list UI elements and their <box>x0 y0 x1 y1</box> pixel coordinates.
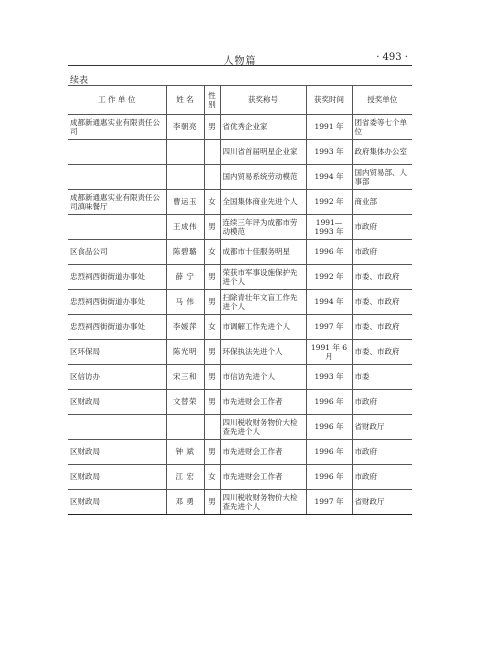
cell-award-date: 1996 年 <box>306 415 352 440</box>
table-row <box>68 465 412 490</box>
page-header-title: 人物篇 <box>223 56 257 67</box>
cell-gender: 女 <box>204 190 220 215</box>
cell-gender: 男 <box>204 290 220 315</box>
cell-gender: 男 <box>204 215 220 240</box>
cell-grantor: 市委、市政府 <box>352 340 412 365</box>
cell-grantor: 市委、市政府 <box>352 315 412 340</box>
cell-award-title: 四川税收财务物价大检查先进个人 <box>220 415 306 440</box>
cell-award-date: 1997 年 <box>306 490 352 515</box>
cell-name: 宋三和 <box>166 365 204 390</box>
cell-name <box>166 140 204 165</box>
cell-award-date: 1996 年 <box>306 240 352 265</box>
table-row <box>68 115 412 140</box>
cell-unit: 区财政局 <box>68 465 166 490</box>
cell-name: 文替荣 <box>166 390 204 415</box>
cell-award-date: 1996 年 <box>306 390 352 415</box>
cell-grantor: 市委、市政府 <box>352 265 412 290</box>
cell-name: 邓 勇 <box>166 490 204 515</box>
cell-award-date: 1991 年 6月 <box>306 340 352 365</box>
cell-unit <box>68 165 166 190</box>
cell-grantor: 市委 <box>352 365 412 390</box>
cell-gender: 男 <box>204 265 220 290</box>
cell-unit: 忠烈祠西街街道办事处 <box>68 290 166 315</box>
page-number: · 493 · <box>376 52 408 63</box>
cell-award-date: 1997 年 <box>306 315 352 340</box>
cell-award-title: 市先进财会工作者 <box>220 440 306 465</box>
cell-unit: 区财政局 <box>68 490 166 515</box>
cell-unit: 区财政局 <box>68 440 166 465</box>
cell-award-title: 市调解工作先进个人 <box>220 315 306 340</box>
table-row <box>68 440 412 465</box>
cell-name: 李朝亮 <box>166 115 204 140</box>
table-row <box>68 490 412 515</box>
cell-name: 江 宏 <box>166 465 204 490</box>
cell-award-date: 1992 年 <box>306 190 352 215</box>
cell-award-title: 市先进财会工作者 <box>220 390 306 415</box>
column-header-grantor: 授奖单位 <box>352 86 412 115</box>
cell-name: 李媛萍 <box>166 315 204 340</box>
column-header-name: 姓 名 <box>166 86 204 115</box>
cell-gender: 女 <box>204 315 220 340</box>
awards-table-body <box>68 115 412 515</box>
cell-award-title: 环保执法先进个人 <box>220 340 306 365</box>
cell-award-title: 四川省首届明星企业家 <box>220 140 306 165</box>
cell-award-title: 扫除青壮年文盲工作先进个人 <box>220 290 306 315</box>
cell-grantor: 国内贸易部、人事部 <box>352 165 412 190</box>
cell-name <box>166 165 204 190</box>
cell-name: 王成伟 <box>166 215 204 240</box>
table-row <box>68 140 412 165</box>
cell-grantor: 市政府 <box>352 215 412 240</box>
cell-gender: 男 <box>204 390 220 415</box>
header-rule <box>68 65 412 66</box>
cell-gender: 男 <box>204 115 220 140</box>
cell-award-date: 1991—1993 年 <box>306 215 352 240</box>
continued-label: 续表 <box>70 76 89 86</box>
cell-unit: 忠烈祠西街街道办事处 <box>68 315 166 340</box>
cell-award-title: 市信访先进个人 <box>220 365 306 390</box>
cell-grantor: 政府集体办公室 <box>352 140 412 165</box>
cell-unit: 区环保局 <box>68 340 166 365</box>
cell-grantor: 省财政厅 <box>352 490 412 515</box>
cell-award-title: 国内贸易系统劳动模范 <box>220 165 306 190</box>
cell-unit: 区财政局 <box>68 390 166 415</box>
cell-unit: 忠烈祠西街街道办事处 <box>68 265 166 290</box>
cell-award-date: 1994 年 <box>306 165 352 190</box>
cell-name: 陈碧璐 <box>166 240 204 265</box>
table-row <box>68 390 412 415</box>
cell-grantor: 市委、市政府 <box>352 290 412 315</box>
cell-gender: 男 <box>204 440 220 465</box>
cell-award-title: 荣获市军事设施保护先进个人 <box>220 265 306 290</box>
cell-award-title: 四川税收财务物价大检查先进个人 <box>220 490 306 515</box>
table-row <box>68 340 412 365</box>
cell-name: 马 伟 <box>166 290 204 315</box>
table-row <box>68 165 412 190</box>
table-row <box>68 190 412 215</box>
cell-unit: 区信访办 <box>68 365 166 390</box>
cell-award-date: 1992 年 <box>306 265 352 290</box>
cell-grantor: 市政府 <box>352 465 412 490</box>
cell-award-title: 连续三年评为成都市劳动模范 <box>220 215 306 240</box>
table-row <box>68 415 412 440</box>
header-row <box>68 86 412 115</box>
cell-gender: 男 <box>204 365 220 390</box>
cell-unit <box>68 140 166 165</box>
column-header-unit: 工 作 单 位 <box>68 86 166 115</box>
cell-award-date: 1994 年 <box>306 290 352 315</box>
cell-grantor: 团省委等七个单位 <box>352 115 412 140</box>
table-row <box>68 315 412 340</box>
cell-gender <box>204 415 220 440</box>
table-row <box>68 290 412 315</box>
cell-gender <box>204 140 220 165</box>
table-row <box>68 215 412 240</box>
cell-gender: 男 <box>204 490 220 515</box>
cell-name: 陈光明 <box>166 340 204 365</box>
table-row <box>68 265 412 290</box>
cell-award-date: 1993 年 <box>306 365 352 390</box>
cell-gender: 女 <box>204 465 220 490</box>
awards-table-header <box>68 86 412 115</box>
cell-award-title: 成都市十佳服务明星 <box>220 240 306 265</box>
cell-unit: 区食品公司 <box>68 240 166 265</box>
cell-unit <box>68 415 166 440</box>
cell-grantor: 市政府 <box>352 440 412 465</box>
cell-gender <box>204 165 220 190</box>
column-header-title: 获奖称号 <box>220 86 306 115</box>
cell-award-date: 1996 年 <box>306 465 352 490</box>
cell-grantor: 省财政厅 <box>352 415 412 440</box>
cell-unit: 成都新通惠实业有限责任公司 <box>68 115 166 140</box>
cell-unit: 成都新通惠实业有限责任公司滇味餐厅 <box>68 190 166 215</box>
column-header-gender: 性别 <box>204 86 220 115</box>
awards-table <box>68 85 412 515</box>
cell-award-date: 1991 年 <box>306 115 352 140</box>
table-row <box>68 240 412 265</box>
cell-award-date: 1993 年 <box>306 140 352 165</box>
cell-grantor: 市政府 <box>352 390 412 415</box>
cell-gender: 女 <box>204 240 220 265</box>
cell-award-title: 市先进财会工作者 <box>220 465 306 490</box>
cell-grantor: 市政府 <box>352 240 412 265</box>
column-header-date: 获奖时间 <box>306 86 352 115</box>
cell-award-title: 省优秀企业家 <box>220 115 306 140</box>
cell-award-date: 1996 年 <box>306 440 352 465</box>
cell-unit <box>68 215 166 240</box>
cell-name: 钟 斌 <box>166 440 204 465</box>
cell-name: 曹运玉 <box>166 190 204 215</box>
cell-gender: 男 <box>204 340 220 365</box>
cell-grantor: 商业部 <box>352 190 412 215</box>
cell-award-title: 全国集体商业先进个人 <box>220 190 306 215</box>
table-row <box>68 365 412 390</box>
cell-name: 薛 宁 <box>166 265 204 290</box>
cell-name <box>166 415 204 440</box>
